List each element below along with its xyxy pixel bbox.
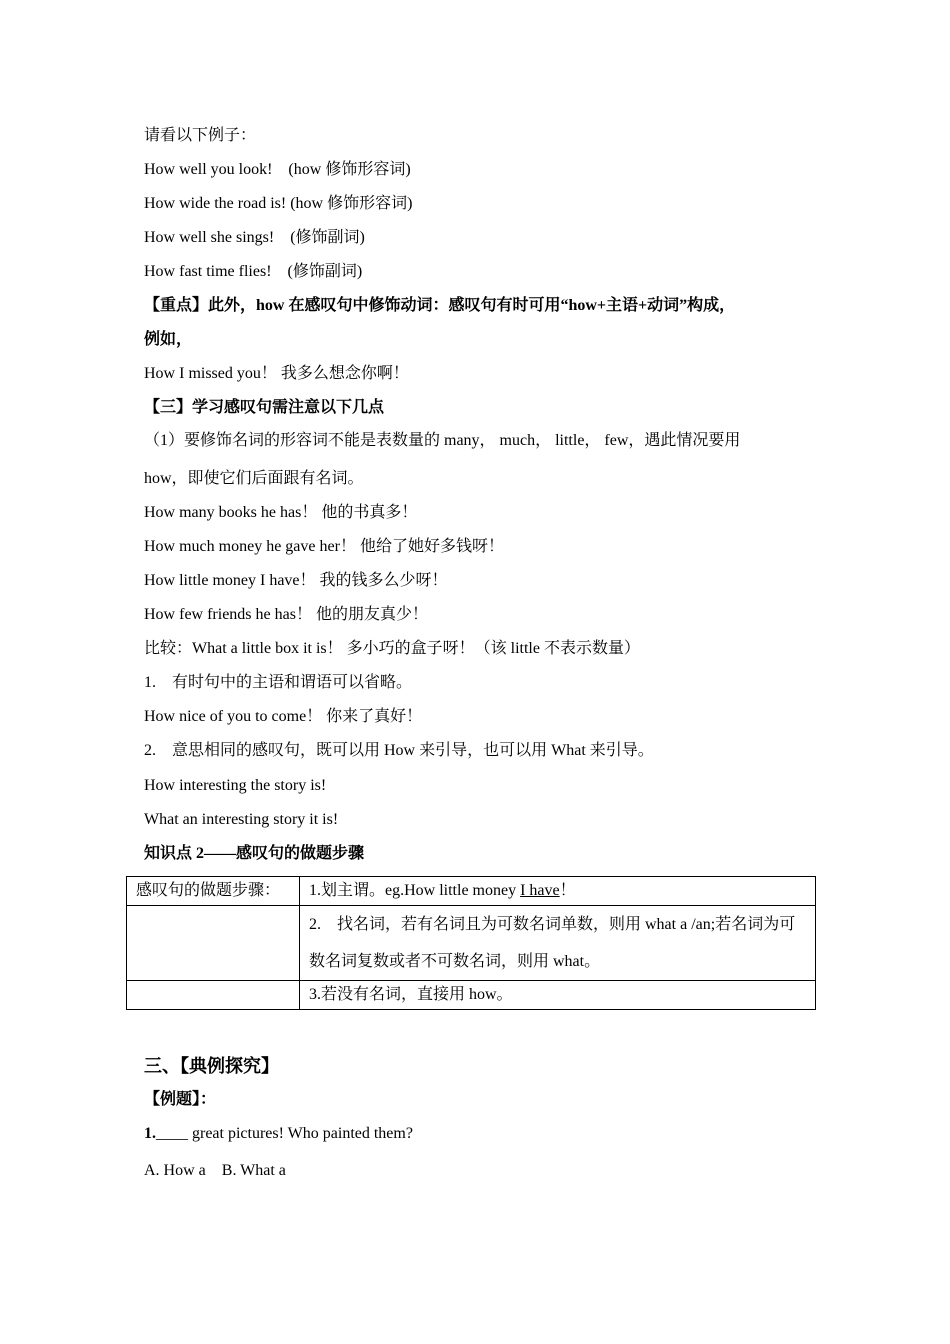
text-line: how，即使它们后面跟有名词。 [144,470,364,487]
question-line [144,1124,413,1144]
table-cell: 感叹句的做题步骤： [127,877,300,906]
text-line: How little money I have！ 我的钱多么少呀！ [144,572,448,589]
table-row [127,877,816,906]
text-line: 2. 意思相同的感叹句，既可以用 How 来引导，也可以用 What 来引导。 [144,742,654,759]
text-line: How fast time flies! (修饰副词) [144,263,363,280]
question-number: 1. [144,1125,156,1142]
text-line: How interesting the story is! [144,777,327,794]
text-line: How well you look! (how 修饰形容词) [144,161,411,178]
text-line: How wide the road is! (how 修饰形容词) [144,195,413,212]
question-text: ____ great pictures! Who painted them? [156,1125,413,1142]
table-row [127,981,816,1010]
text-line: 请看以下例子： [144,127,257,144]
text-line: What an interesting story it is! [144,811,339,828]
question-options: A. How a B. What a [144,1162,286,1179]
text-line: How much money he gave her！ 他给了她好多钱呀！ [144,538,504,555]
text-line: （1）要修饰名词的形容词不能是表数量的 many， much， little， few，遇此情况要用 [144,432,741,449]
section-heading: 三、【典例探究】 [144,1056,279,1076]
example-label: 【例题】： [144,1091,217,1108]
cell-text: ！ [559,882,576,899]
key-point-line: 【重点】此外，how 在感叹句中修饰动词：感叹句有时可用“how+主语+动词”构成， [144,297,736,314]
text-line: How I missed you！ 我多么想念你啊！ [144,365,409,382]
knowledge-heading: 知识点 2——感叹句的做题步骤 [144,845,365,862]
table-cell: 3.若没有名词，直接用 how。 [300,981,816,1010]
steps-table [126,876,816,1010]
text-line: 1. 有时句中的主语和谓语可以省略。 [144,674,413,691]
table-row [127,906,816,981]
key-point-line: 例如， [144,331,193,348]
table-cell: 2. 找名词，若有名词且为可数名词单数，则用 what a /an;若名词为可数名词复数或者不可数名词，则用 what。 [300,906,816,981]
table-cell [127,981,300,1010]
text-line: 比较：What a little box it is！ 多小巧的盒子呀！（该 little 不表示数量） [144,640,640,657]
text-line: How many books he has！ 他的书真多！ [144,504,418,521]
subheading: 【三】学习感叹句需注意以下几点 [144,399,385,416]
text-line: How nice of you to come！ 你来了真好！ [144,708,423,725]
text-line: How few friends he has！ 他的朋友真少！ [144,606,428,623]
text-line: How well she sings! (修饰副词) [144,229,365,246]
cell-text: 1.划主谓。eg.How little money [309,882,521,899]
underlined-text: I have [520,882,560,899]
table-cell [127,906,300,981]
table-cell [300,877,816,906]
